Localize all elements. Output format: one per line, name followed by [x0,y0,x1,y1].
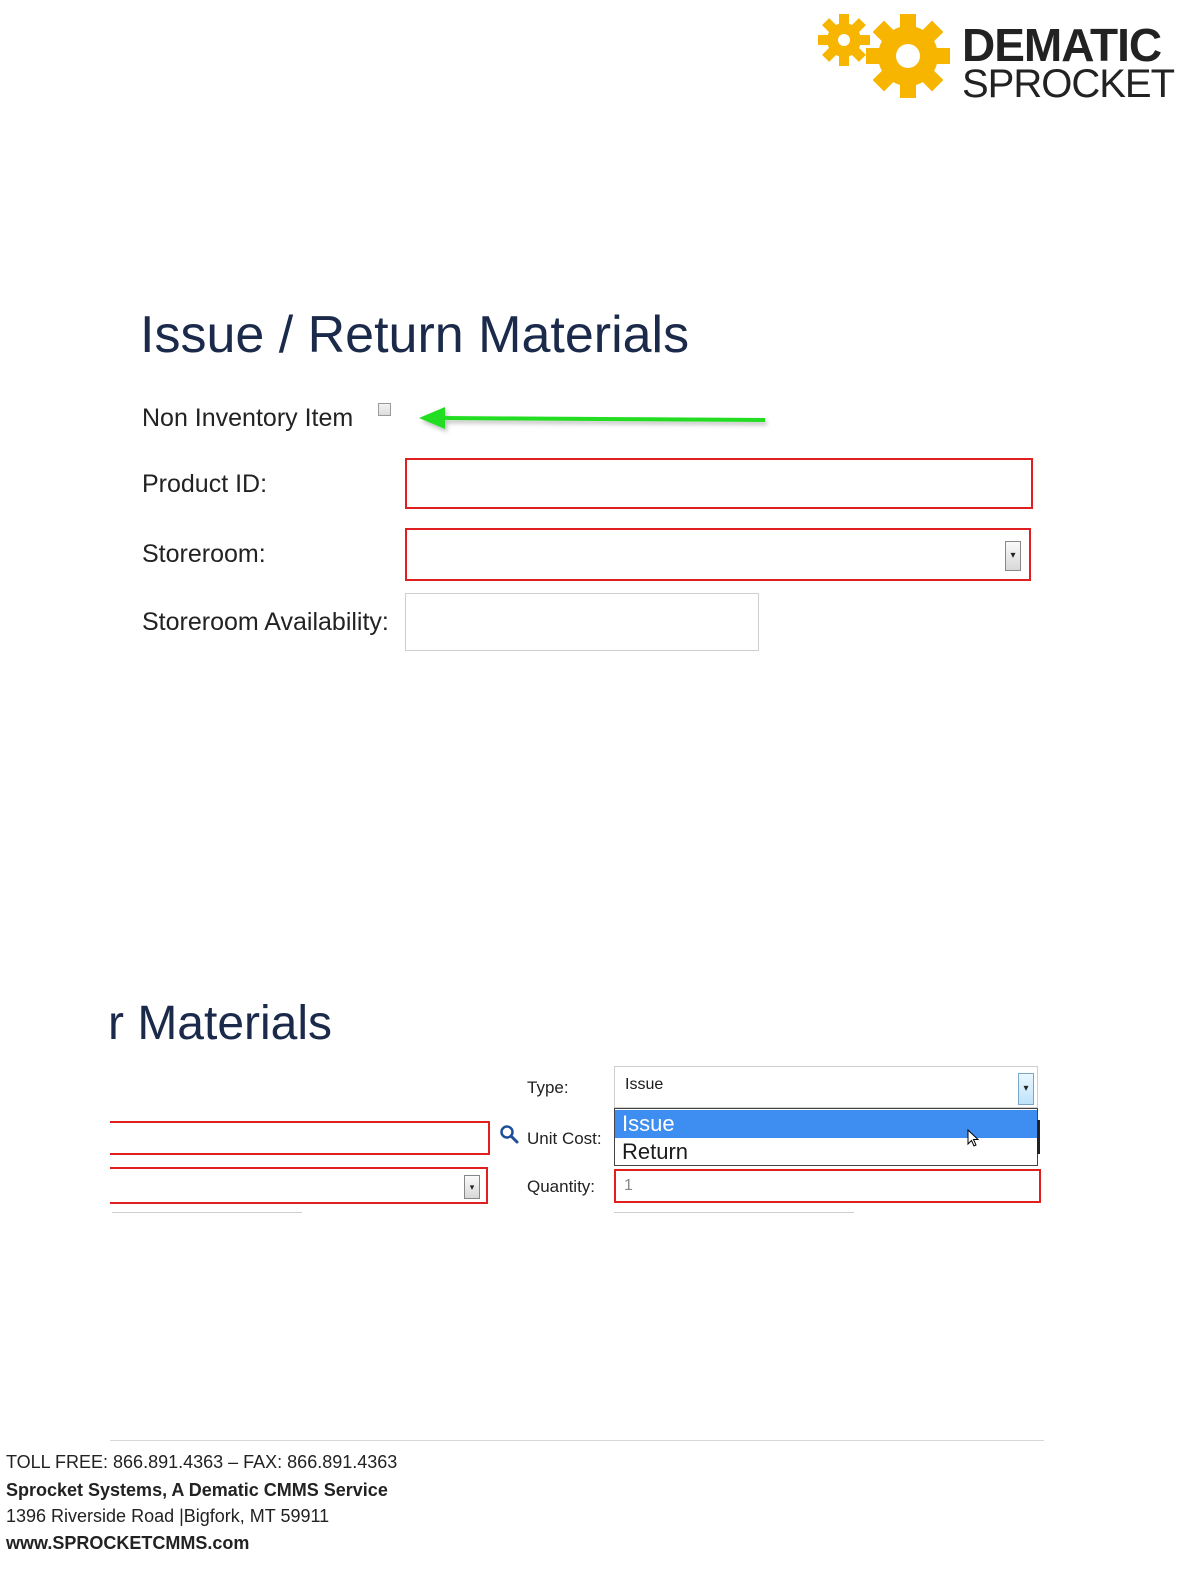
chevron-down-icon[interactable]: ▾ [1018,1073,1034,1105]
chevron-down-icon[interactable]: ▾ [1005,541,1021,571]
type-option-return[interactable]: Return [622,1139,689,1164]
detail-field-top-edge [614,1212,854,1213]
type-select-value: Issue [625,1076,664,1093]
page-title-fragment [108,997,333,1056]
type-select[interactable] [614,1066,1038,1108]
search-icon[interactable] [499,1124,519,1144]
dematic-sprocket-logo [812,8,1182,104]
page-title: Issue / Return Materials [140,306,690,364]
footer-website: www.SPROCKETCMMS.com [6,1533,250,1553]
logo-wordmark-sprocket: SPROCKET [962,62,1175,106]
storeroom-availability-label: Storeroom Availability: [142,608,389,636]
quantity-value: 1 [624,1177,633,1194]
green-arrow-icon [415,404,775,436]
logo-wordmark-dematic: DEMATIC [962,19,1162,71]
page-title-fragment-text: r Materials [108,997,333,1050]
storeroom-availability-field [405,593,759,651]
non-inventory-label: Non Inventory Item [142,404,354,432]
footer-divider [110,1440,1044,1441]
gears-icon [812,8,962,104]
type-dropdown-list [614,1108,1038,1166]
mouse-cursor-icon [967,1129,981,1149]
quantity-label: Quantity: [527,1177,596,1196]
storeroom-label: Storeroom: [142,540,266,568]
type-label: Type: [527,1078,569,1097]
footer-company: Sprocket Systems, A Dematic CMMS Service [6,1480,388,1500]
footer-phone: TOLL FREE: 866.891.4363 – FAX: 866.891.4363 [6,1452,398,1472]
type-option-issue[interactable]: Issue [615,1110,1037,1138]
product-id-input-partial[interactable] [110,1121,490,1155]
product-id-input[interactable] [405,458,1033,509]
unit-cost-field-edge [1037,1120,1040,1154]
footer-address: 1396 Riverside Road |Bigfork, MT 59911 [6,1506,330,1526]
chevron-down-icon[interactable]: ▾ [464,1175,480,1199]
storeroom-select-partial[interactable] [110,1167,488,1204]
availability-field-top-edge [112,1212,302,1213]
unit-cost-label: Unit Cost: [527,1129,602,1148]
quantity-input[interactable] [614,1169,1041,1203]
storeroom-select[interactable] [405,528,1031,581]
product-id-label: Product ID: [142,470,268,498]
non-inventory-checkbox[interactable] [378,403,391,416]
